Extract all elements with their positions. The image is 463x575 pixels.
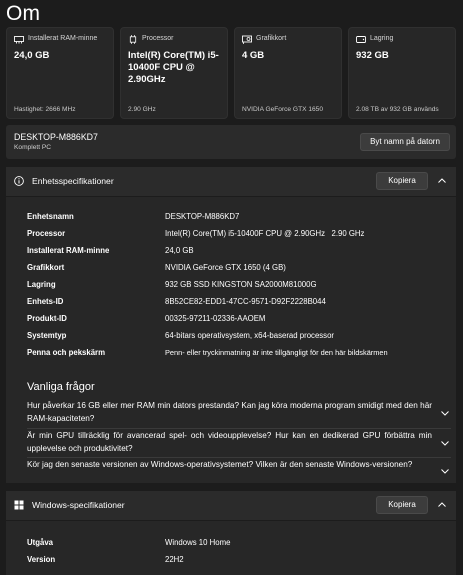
chevron-down-icon[interactable] [440,438,450,448]
spec-row [27,538,447,555]
spec-key: Penna och pekskärm [27,348,106,357]
spec-row [27,297,447,314]
spec-row [27,263,447,280]
spec-key: Lagring [27,280,56,289]
spec-value: 932 GB SSD KINGSTON SA2000M81000G [165,280,317,289]
processor-icon [128,35,138,44]
spec-key: Systemtyp [27,331,67,340]
spec-key: Version [27,555,56,564]
device-name: DESKTOP-M886KD7 [14,132,98,142]
hardware-cards [6,27,456,119]
card-sub: 2.90 GHz [128,106,156,113]
spec-row [27,246,447,263]
spec-row [27,229,447,246]
spec-key: Produkt-ID [27,314,67,323]
copy-device-specs-button[interactable]: Kopiera [376,172,428,190]
storage-icon [356,35,366,44]
card-sub: Hastighet: 2666 MHz [14,106,76,113]
faq-question[interactable]: Hur påverkar 16 GB eller mer RAM min dators prestanda? Kan jag köra moderna program smidigt med den här RAM-kapaciteten? [27,401,432,423]
faq-divider [27,457,451,458]
spec-value: DESKTOP-M886KD7 [165,212,240,221]
spec-value: 64-bitars operativsystem, x64-baserad processor [165,331,335,340]
device-bar [6,125,456,159]
spec-row [27,212,447,229]
card-label: Processor [142,35,174,42]
windows-specs-title: Windows-specifikationer [32,500,125,510]
card-label: Grafikkort [256,35,287,42]
card-value: 4 GB [242,50,265,61]
copy-windows-specs-button[interactable]: Kopiera [376,496,428,514]
spec-value: 22H2 [165,555,184,564]
device-type: Komplett PC [14,144,52,151]
card-label: Installerat RAM-minne [28,35,98,42]
card-value: Intel(R) Core(TM) i5-10400F CPU @ 2.90GHz [128,50,219,85]
card-storage [348,27,456,119]
chevron-up-icon[interactable] [437,176,447,186]
memory-icon [14,35,24,44]
spec-row [27,555,447,572]
card-sub: NVIDIA GeForce GTX 1650 [242,106,323,113]
faq-title: Vanliga frågor [27,381,95,393]
spec-value: 8B52CE82-EDD1-47CC-9571-D92F2228B044 [165,297,326,306]
spec-value: Intel(R) Core(TM) i5-10400F CPU @ 2.90GHz 2.90 GHz [165,229,365,238]
spec-value: 00325-97211-02336-AAOEM [165,314,266,323]
card-label: Lagring [370,35,394,42]
spec-row [27,348,447,365]
spec-key: Enhets-ID [27,297,64,306]
spec-key: Grafikkort [27,263,65,272]
chevron-down-icon[interactable] [440,408,450,418]
spec-row [27,280,447,297]
info-icon [14,176,24,186]
card-ram [6,27,114,119]
card-processor [120,27,228,119]
spec-row [27,331,447,348]
device-specs-header[interactable] [6,167,456,196]
spec-key: Installerat RAM-minne [27,246,110,255]
card-value: 24,0 GB [14,50,50,61]
spec-key: Enhetsnamn [27,212,74,221]
spec-key: Utgåva [27,538,53,547]
graphics-card-icon [242,35,252,44]
spec-value: NVIDIA GeForce GTX 1650 (4 GB) [165,263,286,272]
spec-row [27,314,447,331]
chevron-up-icon[interactable] [437,500,447,510]
spec-value: 24,0 GB [165,246,194,255]
spec-value: Windows 10 Home [165,538,231,547]
chevron-down-icon[interactable] [440,466,450,476]
faq-divider [27,428,451,429]
faq-question[interactable]: Kör jag den senaste versionen av Windows-operativsystemet? Vilken är den senaste Windows-versionen? [27,460,413,469]
card-graphics [234,27,342,119]
rename-pc-button[interactable]: Byt namn på datorn [360,133,450,151]
card-sub: 2.08 TB av 932 GB används [356,106,439,113]
windows-specs-header[interactable] [6,491,456,520]
device-specs-title: Enhetsspecifikationer [32,176,114,186]
spec-key: Processor [27,229,66,238]
card-value: 932 GB [356,50,389,61]
faq-question[interactable]: Är min GPU tillräcklig för avancerad spel- och videoupplevelse? Hur kan en dedikerad GPU förbättra min upplevelse och produktivitet? [27,431,432,453]
spec-value: Penn- eller tryckinmatning är inte tillgängligt för den här bildskärmen [165,348,388,357]
windows-logo-icon [14,500,24,510]
page-title: Om [6,2,41,25]
